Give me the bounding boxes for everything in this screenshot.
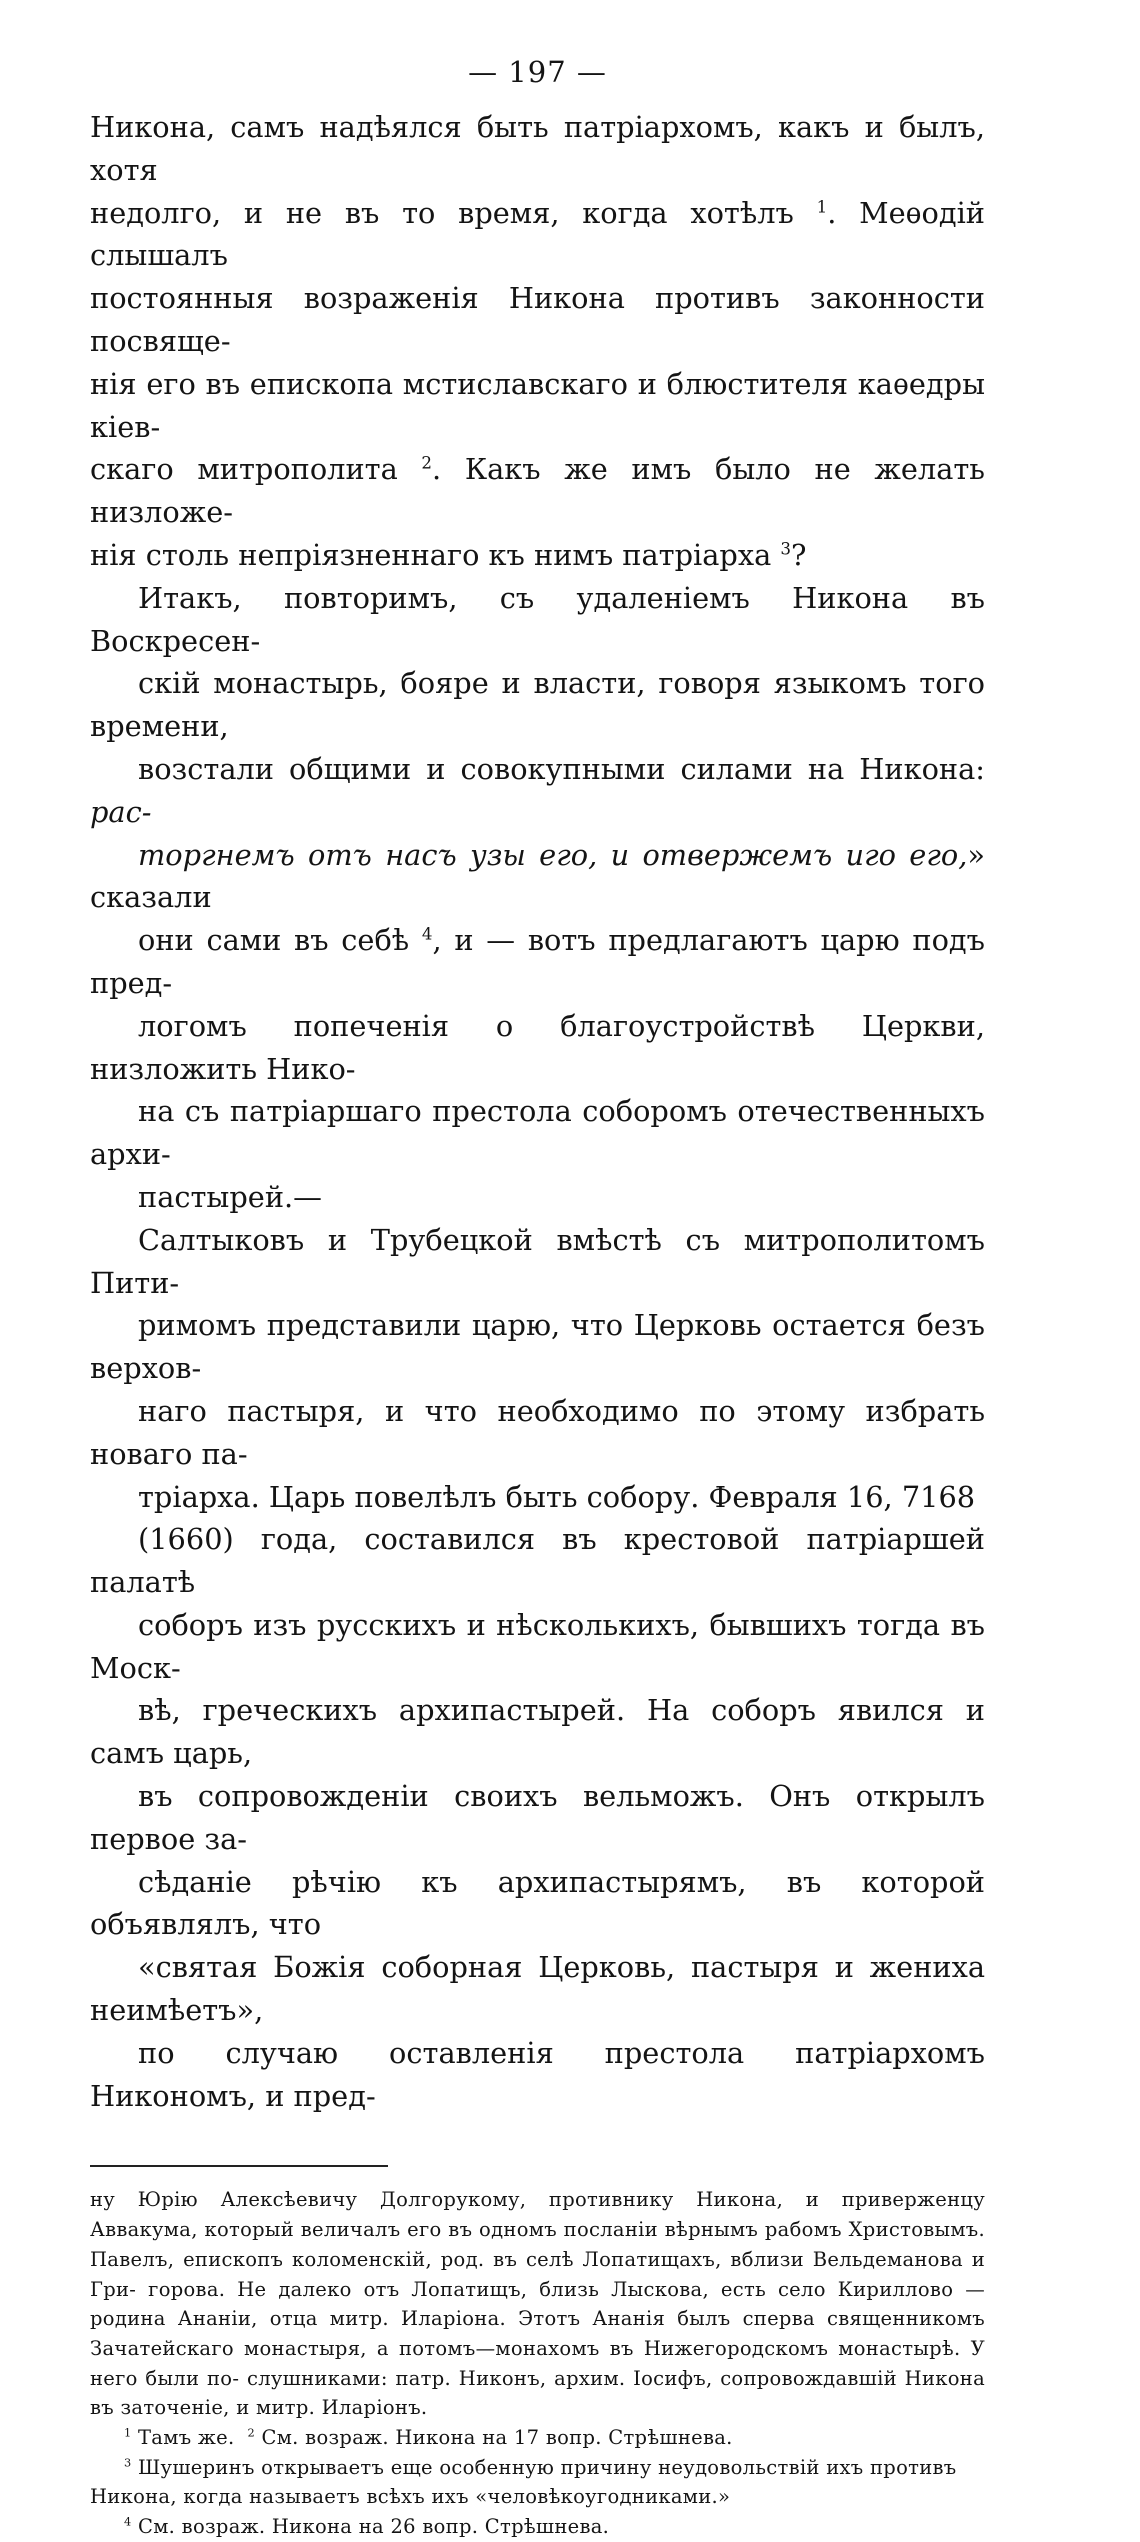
text-line: скій монастырь, бояре и власти, говоря языкомъ того времени, (90, 666, 985, 744)
text-line: соборъ изъ русскихъ и нѣсколькихъ, бывшихъ тогда въ Моск- (90, 1607, 985, 1685)
paragraph-3 (90, 1219, 985, 2118)
text-line: вѣ, греческихъ архипастырей. На соборъ явился и самъ царь, (90, 1693, 985, 1771)
italic-quote: рас- (90, 794, 152, 829)
footnote-line: слушниками: патр. Никонъ, архим. Іосифъ, сопровождавшій Никона въ заточеніе, (90, 2366, 985, 2420)
text-run: , и — вотъ предлагаютъ царю подъ пред- (90, 923, 985, 1000)
footnote-text: См. возраж. Никона на 17 вопр. Стрѣшнева. (254, 2426, 733, 2450)
text-run: . Какъ же имъ было не желать низложе- (90, 452, 985, 530)
footnote-text: Никона, когда называетъ всѣхъ ихъ «человѣкоугодниками.» (90, 2485, 731, 2509)
footnote-marker: 4 (421, 923, 433, 944)
footnote-continuation (90, 2185, 985, 2423)
footnote-line: Ананіи, отца митр. Иларіона. Этотъ Ананія былъ сперва священникомъ Зачатейскаго (90, 2307, 985, 2360)
text-line (90, 748, 985, 834)
text-run: ? (791, 537, 807, 572)
text-line: «святая Божія соборная Церковь, пастыря и жениха неимѣетъ», (90, 1950, 985, 2028)
footnote-text: Шушеринъ открываетъ еще особенную причину неудовольствій ихъ противъ (131, 2455, 957, 2479)
footnote-marker: 1 (816, 196, 828, 216)
text-line: логомъ попеченія о благоустройствѣ Церкви, низложить Нико- (90, 1008, 985, 1086)
text-line: нія его въ епископа мстиславскаго и блюстителя каѳедры кіев- (90, 366, 985, 444)
footnote-number: 2 (247, 2426, 255, 2440)
paragraph-1 (90, 106, 985, 577)
footnote-3-cont (90, 2482, 985, 2512)
text-line (90, 192, 985, 278)
text-run: они сами въ себѣ (138, 923, 410, 958)
footnote-marker: 3 (780, 538, 792, 559)
text-line (90, 834, 985, 920)
text-line (90, 534, 985, 577)
footnote-line: и митр. Иларіонъ. (236, 2396, 428, 2420)
text-run: скаго митрополита (90, 452, 398, 487)
text-line: (1660) года, составился въ крестовой патріаршей палатѣ (90, 1522, 985, 1600)
footnote-line: горова. Не далеко отъ Лопатищъ, близь Лыскова, есть село Кириллово — родина (90, 2277, 986, 2331)
text-line: по случаю оставленія престола патріархомъ Никономъ, и пред- (90, 2035, 985, 2113)
text-run: недолго, и не въ то время, когда хотѣлъ (90, 195, 794, 230)
text-line: Итакъ, повторимъ, съ удаленіемъ Никона въ Воскресен- (90, 580, 985, 658)
footnote-number: 3 (124, 2456, 132, 2470)
footnote-text: См. возраж. Никона на 26 вопр. Стрѣшнева. (131, 2515, 610, 2539)
footnote-3 (90, 2453, 985, 2483)
text-run: . Меѳодій слышалъ (90, 195, 986, 273)
page-number: — 197 — (468, 55, 607, 89)
text-run: » сказали (90, 837, 985, 915)
footnote-4 (90, 2512, 985, 2542)
footnote-1-2 (90, 2423, 985, 2453)
main-text (90, 106, 985, 2117)
footnote-line: который величалъ его въ одномъ посланіи вѣрнымъ рабомъ Христовымъ. Павелъ, (90, 2218, 986, 2271)
footnote-divider (90, 2165, 388, 2167)
text-line: римомъ представили царю, что Церковь остается безъ верхов- (90, 1308, 985, 1386)
footnote-line: епископъ коломенскій, род. въ селѣ Лопатищахъ, вблизи Вельдеманова и Гри- (90, 2247, 986, 2301)
text-line: постоянныя возраженія Никона противъ законности посвяще- (90, 281, 985, 358)
italic-quote: торгнемъ отъ насъ узы его, и отвержемъ иго его, (138, 837, 968, 872)
text-line: на съ патріаршаго престола соборомъ отечественныхъ архи- (90, 1094, 985, 1172)
footnote-line: монастыря, а потомъ—монахомъ въ Нижегородскомъ монастырѣ. У него были по- (90, 2336, 985, 2390)
paragraph-2 (90, 577, 985, 1219)
text-run: возстали общими и совокупными силами на Никона: (138, 751, 985, 786)
footnote-text: Тамъ же. (131, 2426, 235, 2450)
footnote-number: 4 (124, 2515, 132, 2529)
text-line: сѣданіе рѣчію къ архипастырямъ, въ которой объявлялъ, что (90, 1864, 985, 1942)
text-line: въ сопровожденіи своихъ вельможъ. Онъ открылъ первое за- (90, 1779, 985, 1856)
text-line: Никона, самъ надѣялся быть патріархомъ, какъ и былъ, хотя (90, 110, 985, 187)
text-run: нія столь непріязненнаго къ нимъ патріарха (90, 537, 772, 572)
footnotes (90, 2185, 985, 2541)
footnote-marker: 2 (421, 452, 433, 473)
footnote-number: 1 (124, 2426, 132, 2440)
text-line: тріарха. Царь повелѣлъ быть собору. Февраля 16, 7168 (138, 1479, 976, 1514)
text-line (90, 448, 985, 534)
text-line: пастырей.— (138, 1179, 322, 1214)
footnote-line: ну Юрію Алексѣевичу Долгорукому, противнику Никона, и приверженцу Аввакума, (90, 2188, 985, 2242)
book-page (90, 52, 985, 2542)
text-line (90, 919, 985, 1005)
text-line: Салтыковъ и Трубецкой вмѣстѣ съ митрополитомъ Пити- (90, 1222, 985, 1300)
text-line: наго пастыря, и что необходимо по этому избрать новаго па- (90, 1393, 985, 1471)
